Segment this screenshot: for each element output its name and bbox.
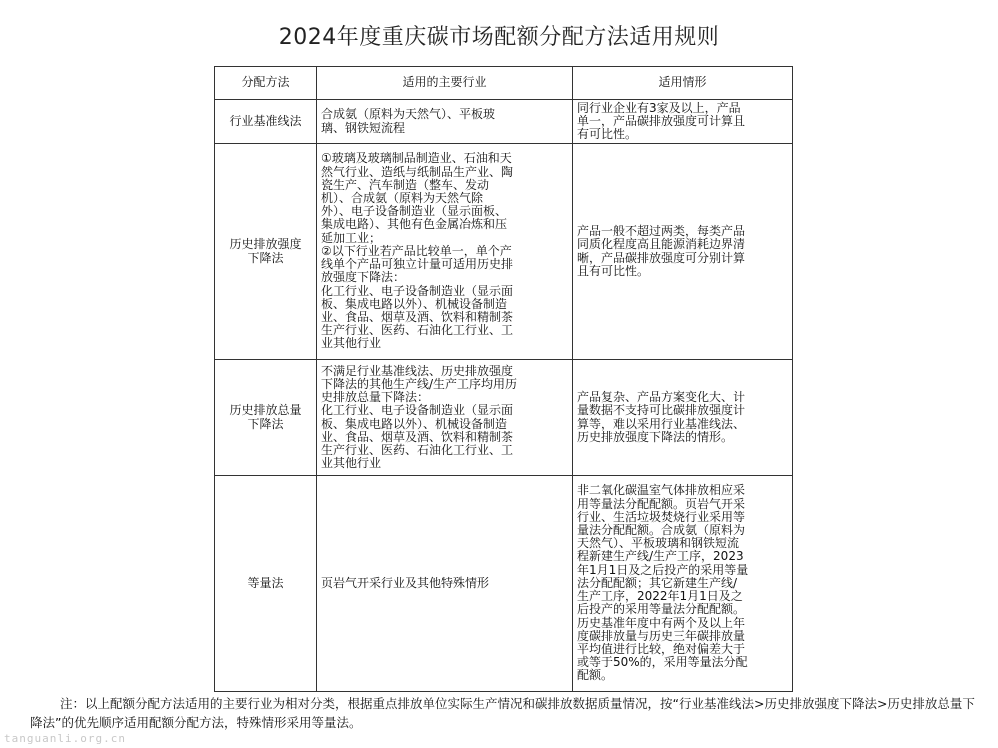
condition-text-line: 法分配配额；其它新建生产线/ bbox=[577, 575, 738, 590]
industry-text-line: 板、集成电路以外）、机械设备制造 bbox=[321, 296, 508, 311]
condition-text-line: 单一，产品碳排放强度可计算且 bbox=[577, 113, 746, 128]
condition-text-line: 量法分配配额。合成氨（原料为 bbox=[577, 523, 746, 538]
table-header-row bbox=[215, 67, 793, 100]
table-row bbox=[215, 360, 793, 476]
industry-text-line: 延加工业； bbox=[321, 230, 382, 245]
condition-text-line: 后投产的采用等量法分配配额。 bbox=[577, 602, 746, 617]
industry-text-line: 然气行业、造纸与纸制品生产业、陶 bbox=[321, 164, 514, 179]
condition-text-line: 行业、生活垃圾焚烧行业采用等 bbox=[577, 509, 746, 524]
condition-text-line: 年1月1日及之后投产的采用等量 bbox=[577, 562, 749, 577]
industry-text-line: 机）、合成氨（原料为天然气除 bbox=[321, 191, 484, 206]
condition-text-line: 度碳排放量与历史三年碳排放量 bbox=[577, 628, 746, 643]
condition-cell bbox=[573, 144, 793, 360]
method-cell bbox=[215, 360, 317, 476]
industry-cell bbox=[317, 476, 573, 692]
industry-cell bbox=[317, 100, 573, 144]
footnote: 注：以上配额分配方法适用的主要行业为相对分类，根据重点排放单位实际生产情况和碳排放数据质量情况，按“行业基准线法>历史排放强度下降法>历史排放总量下降法”的优先顺序适用配额分配方法，特殊情形采用等量法。 bbox=[30, 696, 975, 730]
industry-text-line: 外）、电子设备制造业（显示面板、 bbox=[321, 204, 508, 219]
condition-text-line: 平均值进行比较，绝对偏差大于 bbox=[577, 641, 746, 656]
industry-text-line: ①玻璃及玻璃制品制造业、石油和天 bbox=[321, 151, 512, 166]
industry-text-line: 化工行业、电子设备制造业（显示面 bbox=[321, 403, 514, 418]
industry-text-line: 业其他行业 bbox=[321, 456, 382, 471]
method-label: 历史排放总量 下降法 bbox=[229, 403, 302, 431]
condition-text-line: 用等量法分配配额。页岩气开采 bbox=[577, 496, 746, 511]
industry-text-line: 业其他行业 bbox=[321, 336, 382, 351]
industry-cell bbox=[317, 144, 573, 360]
header-conditions: 适用情形 bbox=[573, 67, 793, 100]
method-label: 行业基准线法 bbox=[229, 113, 302, 128]
watermark: tanguanli.org.cn bbox=[4, 732, 126, 745]
page-title: 2024年度重庆碳市场配额分配方法适用规则 bbox=[278, 25, 720, 50]
condition-text-line: 程新建生产线/生产工序，2023 bbox=[577, 549, 744, 564]
industry-text-line: 集成电路）、其他有色金属冶炼和压 bbox=[321, 217, 508, 232]
industry-cell bbox=[317, 360, 573, 476]
method-cell bbox=[215, 476, 317, 692]
industry-text-line: 史排放总量下降法： bbox=[321, 390, 430, 405]
condition-text-line: 配额。 bbox=[577, 668, 614, 683]
allocation-rules-table bbox=[214, 66, 793, 692]
condition-text-line: 或等于50%的，采用等量法分配 bbox=[577, 655, 748, 670]
condition-text-line: 同质化程度高且能源消耗边界清 bbox=[577, 237, 746, 252]
condition-text-line: 产品复杂、产品方案变化大、计 bbox=[577, 390, 746, 405]
industry-text-line: ②以下行业若产品比较单一，单个产 bbox=[321, 243, 512, 258]
table-row bbox=[215, 100, 793, 144]
industry-text-line: 瓷生产、汽车制造（整车、发动 bbox=[321, 177, 490, 192]
condition-text-line: 历史基准年度中有两个及以上年 bbox=[577, 615, 746, 630]
condition-text-line: 量数据不支持可比碳排放强度计 bbox=[577, 403, 746, 418]
industry-text-line: 璃、钢铁短流程 bbox=[321, 120, 406, 135]
condition-text-line: 非二氧化碳温室气体排放相应采 bbox=[577, 483, 746, 498]
industry-text-line: 化工行业、电子设备制造业（显示面 bbox=[321, 283, 514, 298]
condition-text-line: 历史排放强度下降法的情形。 bbox=[577, 429, 734, 444]
condition-text-line: 有可比性。 bbox=[577, 127, 638, 142]
industry-text-line: 业、食品、烟草及酒、饮料和精制茶 bbox=[321, 309, 514, 324]
industry-text-line: 生产行业、医药、石油化工行业、工 bbox=[321, 323, 514, 338]
condition-text-line: 生产工序，2022年1月1日及之 bbox=[577, 589, 743, 604]
condition-text-line: 同行业企业有3家及以上，产品 bbox=[577, 100, 741, 115]
condition-text-line: 产品一般不超过两类，每类产品 bbox=[577, 224, 746, 239]
condition-cell bbox=[573, 100, 793, 144]
industry-text-line: 放强度下降法： bbox=[321, 270, 406, 285]
industry-text-line: 板、集成电路以外）、机械设备制造 bbox=[321, 416, 508, 431]
table-row bbox=[215, 476, 793, 692]
industry-text-line: 页岩气开采行业及其他特殊情形 bbox=[321, 575, 490, 590]
method-cell bbox=[215, 144, 317, 360]
condition-cell bbox=[573, 360, 793, 476]
condition-text-line: 晰，产品碳排放强度可分别计算 bbox=[577, 250, 746, 265]
method-cell bbox=[215, 100, 317, 144]
industry-text-line: 合成氨（原料为天然气）、平板玻 bbox=[321, 107, 496, 122]
industry-text-line: 下降法的其他生产线/生产工序均用历 bbox=[321, 376, 518, 391]
condition-text-line: 天然气）、平板玻璃和钢铁短流 bbox=[577, 536, 740, 551]
condition-text-line: 算等，难以采用行业基准线法、 bbox=[577, 416, 746, 431]
industry-text-line: 生产行业、医药、石油化工行业、工 bbox=[321, 442, 514, 457]
condition-text-line: 且有可比性。 bbox=[577, 263, 650, 278]
header-industries: 适用的主要行业 bbox=[317, 67, 573, 100]
industry-text-line: 不满足行业基准线法、历史排放强度 bbox=[321, 363, 514, 378]
condition-cell bbox=[573, 476, 793, 692]
industry-text-line: 业、食品、烟草及酒、饮料和精制茶 bbox=[321, 429, 514, 444]
method-label: 历史排放强度 下降法 bbox=[229, 237, 302, 265]
industry-text-line: 线单个产品可独立计量可适用历史排 bbox=[321, 257, 514, 272]
method-label: 等量法 bbox=[247, 575, 284, 590]
table-row bbox=[215, 144, 793, 360]
header-method: 分配方法 bbox=[215, 67, 317, 100]
